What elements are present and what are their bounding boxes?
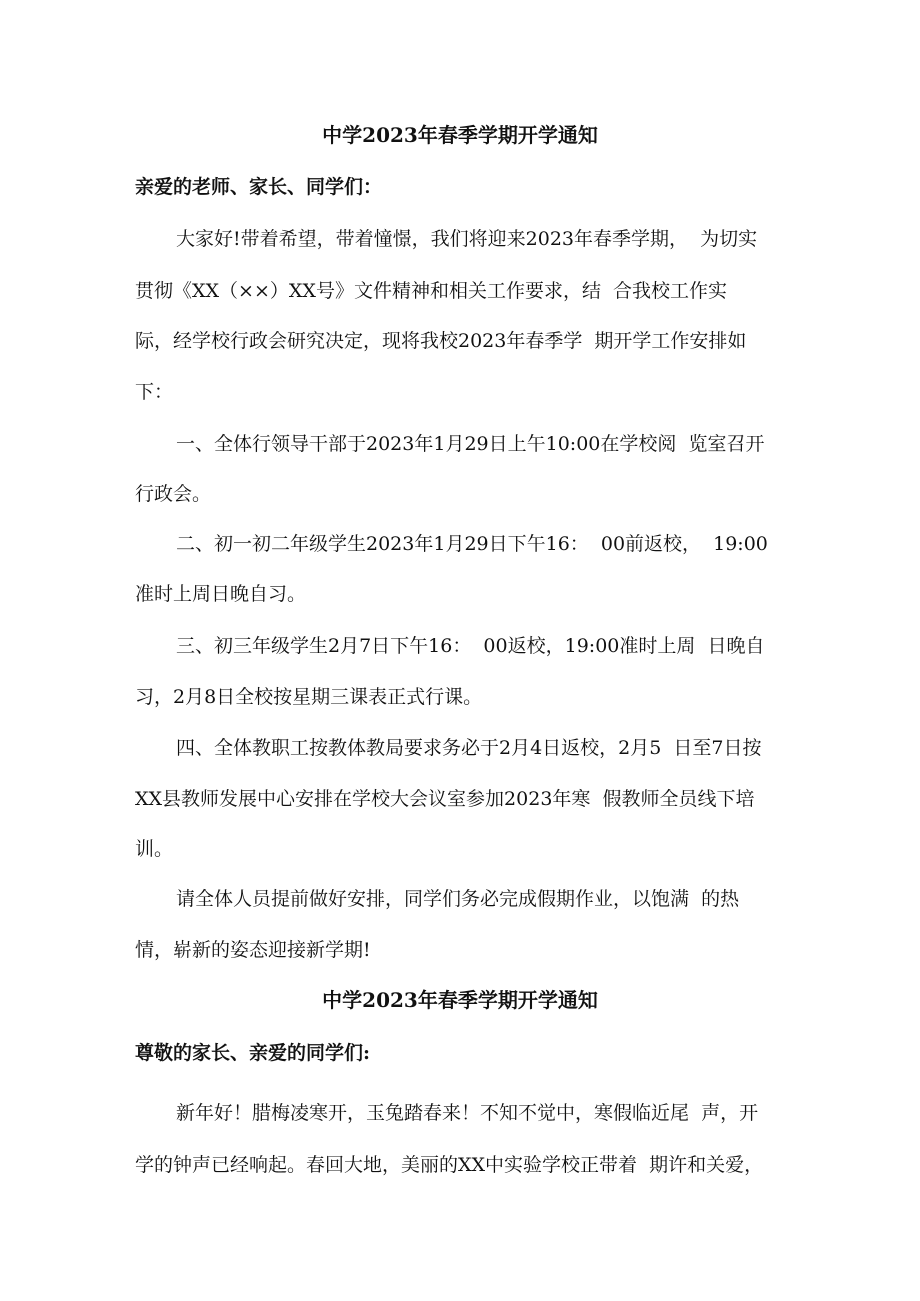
notice-1-line: XX县教师发展中心安排在学校大会议室参加2023年寒 假教师全员线下培 (135, 788, 755, 810)
notice-2-title: 中学2023年春季学期开学通知 (322, 988, 598, 1012)
notice-1-line: 训。 (135, 838, 174, 860)
notice-1-title: 中学2023年春季学期开学通知 (322, 123, 598, 147)
notice-1-line: 下： (135, 381, 174, 403)
notice-2-salutation: 尊敬的家长、亲爱的同学们: (135, 1042, 371, 1064)
notice-2-line: 新年好！腊梅凌寒开，玉兔踏春来！不知不觉中，寒假临近尾 声，开 (176, 1102, 759, 1124)
notice-2-line: 学的钟声已经响起。春回大地，美丽的XX中实验学校正带着 期许和关爱， (135, 1154, 764, 1176)
notice-1-line: 贯彻《XX（××）XX号》文件精神和相关工作要求，结 合我校工作实 (135, 280, 728, 302)
notice-1-salutation: 亲爱的老师、家长、同学们： (135, 176, 383, 198)
notice-1-line: 大家好!带着希望，带着憧憬，我们将迎来2023年春季学期， 为切实 (176, 228, 758, 250)
notice-1-line: 三、初三年级学生2月7日下午16： 00返校，19:00准时上周 日晚自 (176, 635, 765, 657)
notice-1-line: 行政会。 (135, 483, 212, 505)
notice-1-line: 二、初一初二年级学生2023年1月29日下午16： 00前返校， 19:00 (176, 533, 768, 555)
notice-1-line: 情，崭新的姿态迎接新学期! (135, 939, 371, 961)
notice-1-line: 一、全体行领导干部于2023年1月29日上午10:00在学校阅 览室召开 (176, 433, 765, 455)
notice-1-line: 请全体人员提前做好安排，同学们务必完成假期作业，以饱满 的热 (176, 888, 740, 910)
notice-1-line: 准时上周日晚自习。 (135, 583, 307, 605)
notice-1-line: 四、全体教职工按教体教局要求务必于2月4日返校，2月5 日至7日按 (176, 737, 762, 759)
notice-1-line: 际，经学校行政会研究决定，现将我校2023年春季学 期开学工作安排如 (135, 330, 747, 352)
notice-1-line: 习，2月8日全校按星期三课表正式行课。 (135, 686, 483, 708)
